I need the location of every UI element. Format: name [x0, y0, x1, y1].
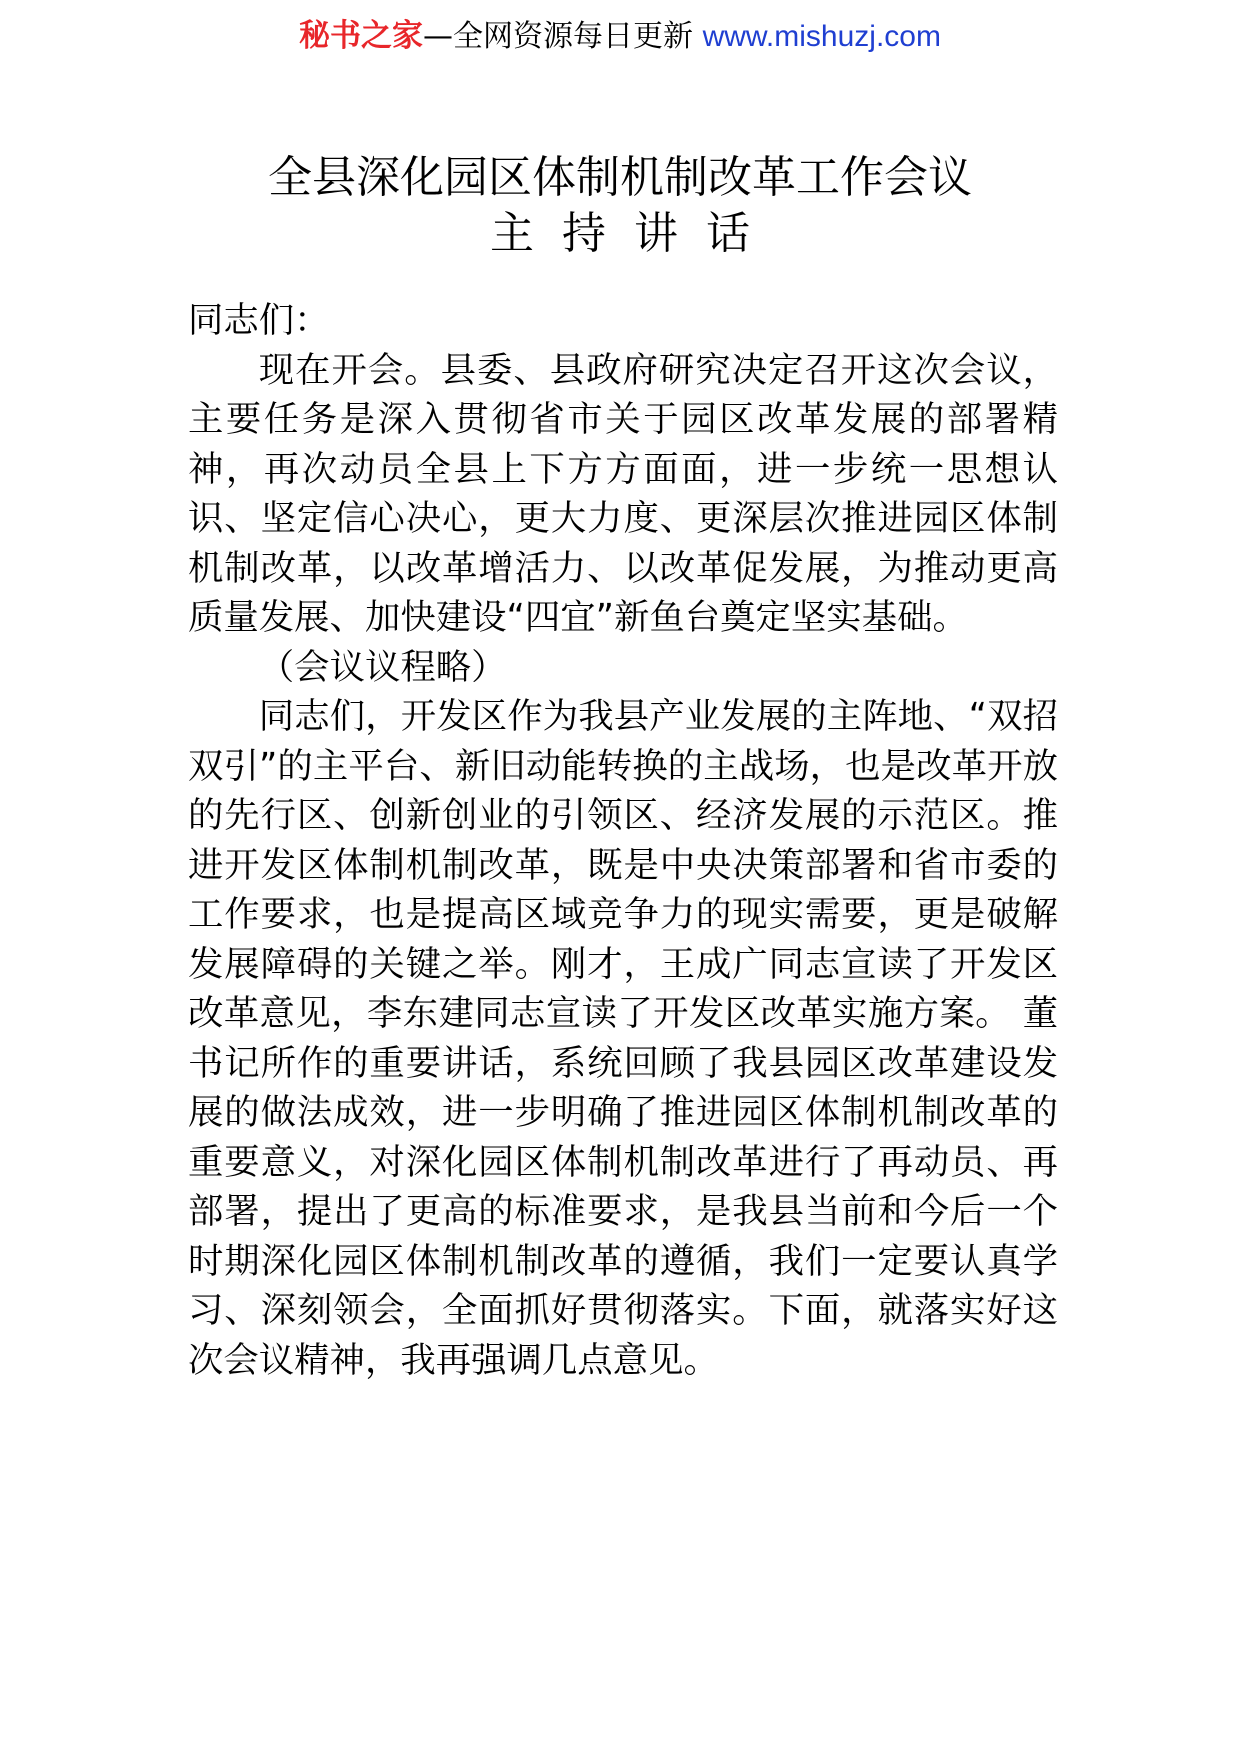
paragraph-main: 同志们，开发区作为我县产业发展的主阵地、“双招双引”的主平台、新旧动能转换的主战场，也是改革开放的先行区、创新创业的引领区、经济发展的示范区。推进开发区体制机制改革，既是中央决策部署和省市委的工作要求，也是提高区域竞争力的现实需要，更是破解发展障碍的关键之举。刚才，王成广同志宣读了开发区改革意见，李东建同志宣读了开发区改革实施方案。 董书记所作的重要讲话，系统回顾了我县园区改革建设发展的做法成效，进一步明确了推进园区体制机制改革的重要意义，对深化园区体制机制改革进行了再动员、再部署，提出了更高的标准要求，是我县当前和今后一个时期深化园区体制机制改革的遵循，我们一定要认真学习、深刻领会，全面抓好贯彻落实。下面，就落实好这次会议精神，我再强调几点意见。 [188, 696, 1058, 1381]
salutation: 同志们： [188, 300, 330, 341]
site-header [0, 14, 1240, 59]
paragraph-agenda-note: （会议议程略） [258, 646, 507, 688]
document-subtitle: 主持讲话 [490, 208, 778, 259]
paragraph-opening: 现在开会。县委、县政府研究决定召开这次会议，主要任务是深入贯彻省市关于园区改革发展的部署精神，再次动员全县上下方方面面，进一步统一思想认识、坚定信心决心，更大力度、更深层次推进园区体制机制改革，以改革增活力、以改革促发展，为推动更高质量发展、加快建设“四宜”新鱼台奠定坚实基础。 [188, 349, 1058, 638]
brand-name: 秘书之家 [299, 18, 424, 54]
document-body [188, 296, 1058, 1385]
site-url-link[interactable]: www.mishuzj.com [702, 20, 941, 53]
document-title: 全县深化园区体制机制改革工作会议 [268, 152, 972, 203]
header-tagline: —全网资源每日更新 [423, 19, 694, 54]
